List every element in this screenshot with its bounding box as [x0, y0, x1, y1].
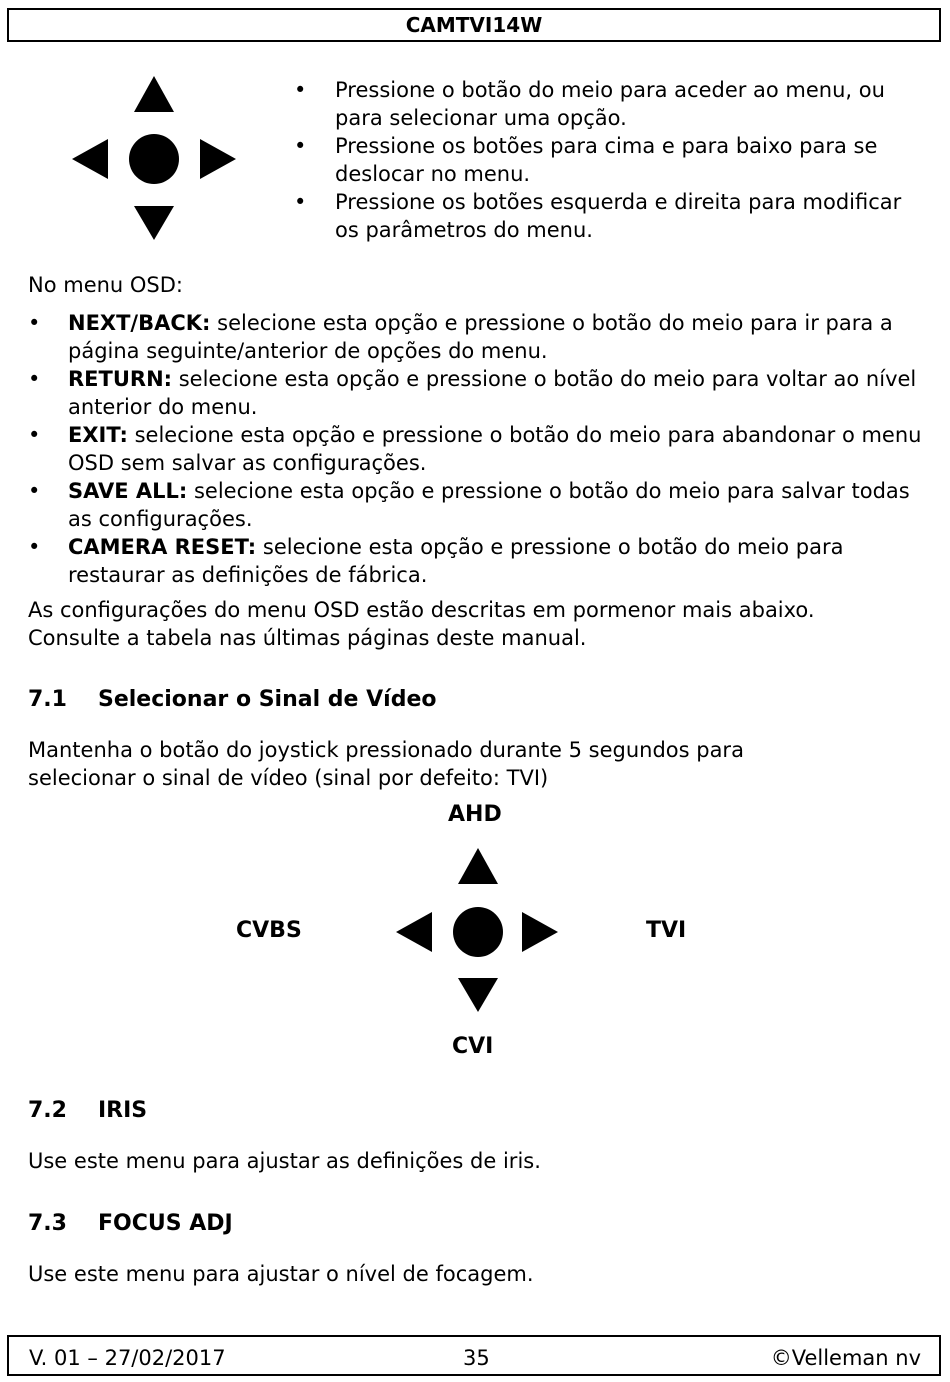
list-item: • Pressione o botão do meio para aceder ao menu, ou para selecionar uma opção. — [294, 78, 885, 130]
section-heading-7-2: 7.2 IRIS — [28, 1098, 148, 1123]
list-item: • CAMERA RESET: selecione esta opção e pressione o botão do meio para restaurar as definições de fábrica. — [28, 535, 844, 587]
page-header — [7, 8, 941, 42]
footer-version: V. 01 – 27/02/2017 — [29, 1346, 226, 1370]
list-item: • Pressione os botões para cima e para baixo para se deslocar no menu. — [294, 134, 878, 186]
joystick-instructions — [294, 76, 924, 244]
document-title: CAMTVI14W — [405, 13, 543, 37]
osd-intro: No menu OSD: — [28, 273, 184, 297]
signal-label-ahd: AHD — [448, 802, 502, 827]
arrow-up-icon — [134, 76, 174, 112]
page-footer — [7, 1335, 941, 1376]
arrow-left-icon — [396, 912, 432, 952]
section-7-1-line-1: Mantenha o botão do joystick pressionado durante 5 segundos para — [28, 738, 744, 762]
list-item: • Pressione os botões esquerda e direita para modificar os parâmetros do menu. — [294, 190, 902, 242]
arrow-left-icon — [72, 139, 108, 179]
arrow-right-icon — [200, 139, 236, 179]
list-item: • EXIT: selecione esta opção e pressione o botão do meio para abandonar o menu OSD sem salvar as configurações. — [28, 423, 922, 475]
section-heading-7-3: 7.3 FOCUS ADJ — [28, 1211, 233, 1236]
signal-label-tvi: TVI — [646, 918, 687, 943]
center-button-icon — [129, 134, 179, 184]
footer-copyright: ©Velleman nv — [770, 1346, 921, 1370]
list-item: • NEXT/BACK: selecione esta opção e pressione o botão do meio para ir para a página seguinte/anterior de opções do menu. — [28, 311, 893, 363]
signal-joystick-icon — [394, 846, 562, 1016]
list-item: • RETURN: selecione esta opção e pressione o botão do meio para voltar ao nível anterior do menu. — [28, 367, 917, 419]
osd-note-1: As configurações do menu OSD estão descritas em pormenor mais abaixo. — [28, 598, 815, 622]
center-button-icon — [453, 907, 503, 957]
section-7-2-body: Use este menu para ajustar as definições de iris. — [28, 1149, 541, 1173]
signal-label-cvi: CVI — [452, 1034, 494, 1059]
arrow-down-icon — [458, 978, 498, 1012]
section-7-1-line-2: selecionar o sinal de vídeo (sinal por defeito: TVI) — [28, 766, 549, 790]
arrow-up-icon — [458, 848, 498, 884]
arrow-right-icon — [522, 912, 558, 952]
joystick-icon — [68, 72, 240, 244]
osd-options-list — [28, 309, 928, 589]
arrow-down-icon — [134, 206, 174, 240]
footer-page-number: 35 — [463, 1346, 490, 1370]
section-heading-7-1: 7.1 Selecionar o Sinal de Vídeo — [28, 687, 437, 712]
section-7-3-body: Use este menu para ajustar o nível de focagem. — [28, 1262, 534, 1286]
osd-note-2: Consulte a tabela nas últimas páginas deste manual. — [28, 626, 587, 650]
list-item: • SAVE ALL: selecione esta opção e pressione o botão do meio para salvar todas as configurações. — [28, 479, 910, 531]
signal-label-cvbs: CVBS — [236, 918, 302, 943]
